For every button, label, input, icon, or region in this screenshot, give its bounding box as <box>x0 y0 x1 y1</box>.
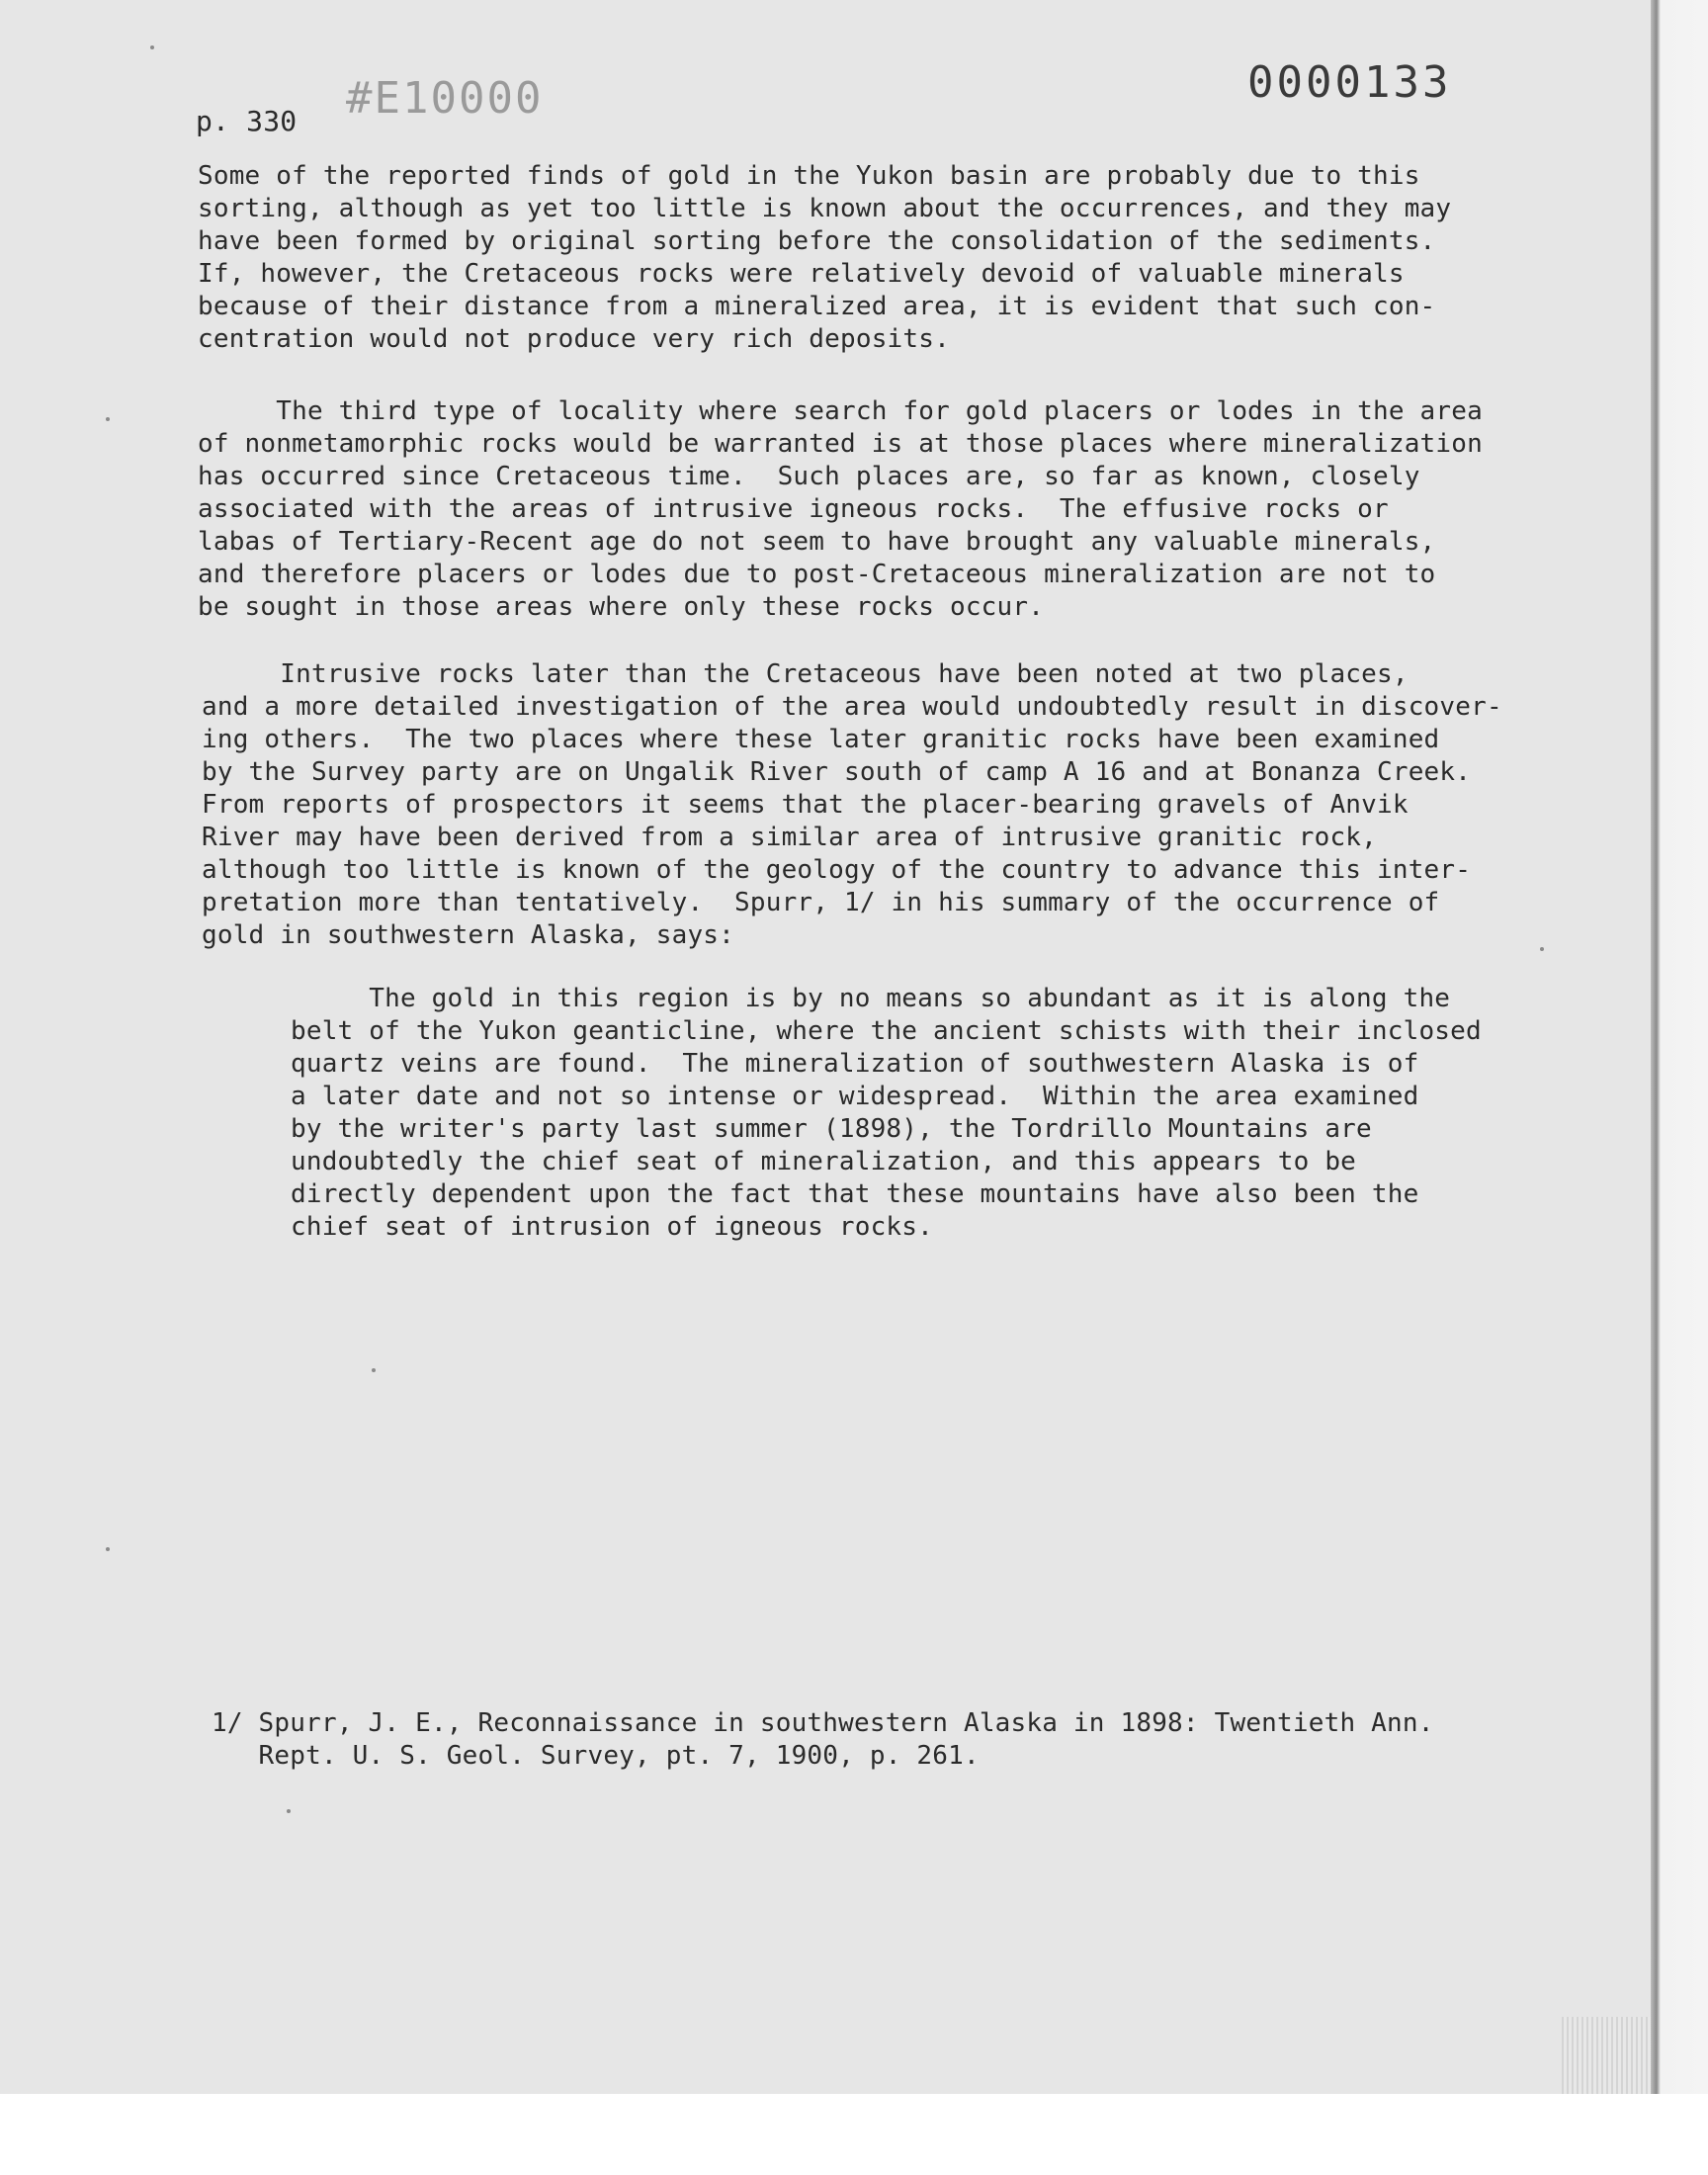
block-quotation: The gold in this region is by no means so abundant as it is along the belt of the Yukon geanticline, where the ancient schists with their inclosed quartz veins are found. The mineralization of southwestern Alaska is of a later date and not so intense or widespread. Within the area examined by the writer's party last summer (1898), the Tordrillo Mountains are undoubtedly the chief seat of mineralization, and this appears to be directly dependent upon the fact that these mountains have also been the chief seat of intrusion of igneous rocks. <box>291 984 1482 1242</box>
paragraph-2: The third type of locality where search for gold placers or lodes in the area of nonmetamorphic rocks would be warranted is at those places where mineralization has occurred since Cretaceous time. Such places are, so far as known, closely associated with the areas of intrusive igneous rocks. The effusive rocks or labas of Tertiary-Recent age do not seem to have brought any valuable minerals, and therefore placers or lodes due to post-Cretaceous mineralization are not to be sought in those areas where only these rocks occur. <box>198 396 1483 622</box>
faint-stamp: #E10000 <box>346 73 544 124</box>
document-id-stamp: 0000133 <box>1247 57 1452 108</box>
scan-artifact <box>1562 2017 1651 2094</box>
page-edge-shadow <box>1651 0 1708 2094</box>
paragraph-3: Intrusive rocks later than the Cretaceous have been noted at two places, and a more detailed investigation of the area would undoubtedly result in discover- ing others. The two places where these later granitic rocks have been examined by the Survey party are on Ungalik River south of camp A 16 and at Bonanza Creek. From reports of prospectors it seems that the placer-bearing gravels of Anvik River may have been derived from a similar area of intrusive granitic rock, although too little is known of the geology of the country to advance this inter- pretation more than tentatively. Spurr, 1/ in his summary of the occurrence of gold in southwestern Alaska, says: <box>202 659 1502 950</box>
paragraph-1: Some of the reported finds of gold in the Yukon basin are probably due to this sorting, although as yet too little is known about the occurrences, and they may have been formed by original sorting before the consolidation of the sediments. If, however, the Cretaceous rocks were relatively devoid of valuable minerals because of their distance from a mineralized area, it is evident that such con- centration would not produce very rich deposits. <box>198 161 1452 354</box>
page-number: p. 330 <box>196 105 298 137</box>
footnote: 1/ Spurr, J. E., Reconnaissance in southwestern Alaska in 1898: Twentieth Ann. Rept. U. S. Geol. Survey, pt. 7, 1900, p. 261. <box>212 1708 1434 1771</box>
